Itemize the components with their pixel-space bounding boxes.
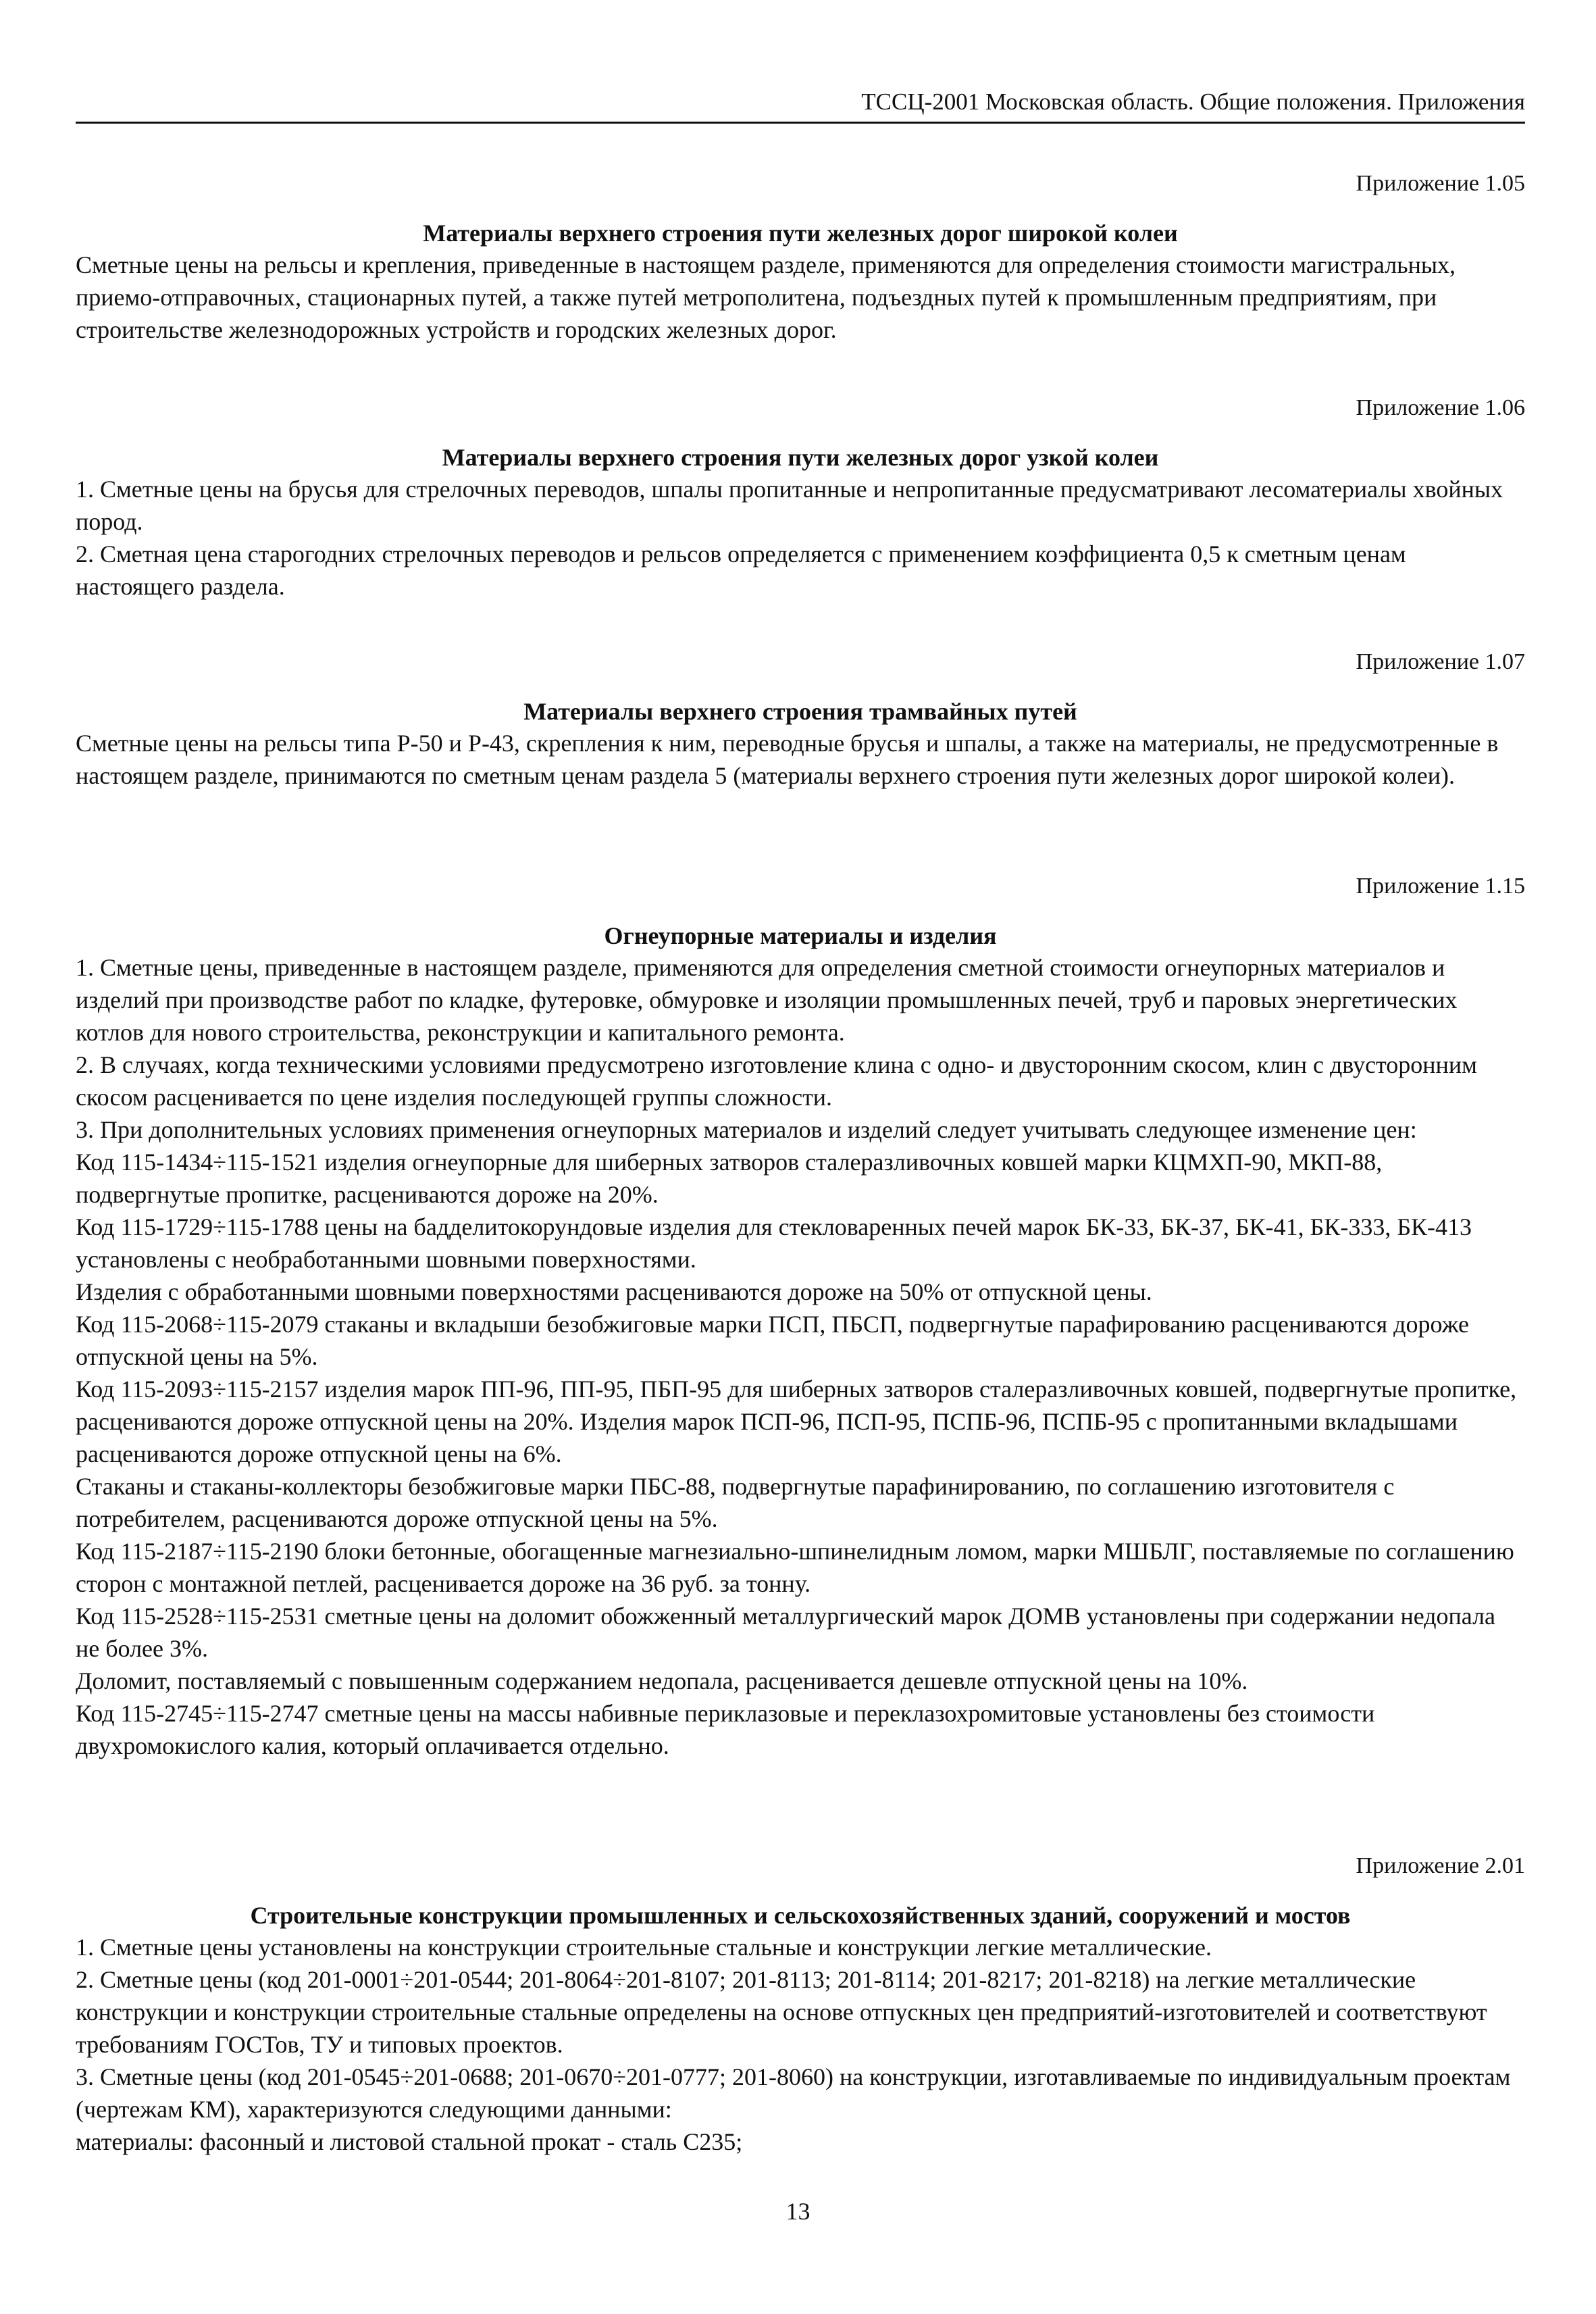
paragraph: Код 115-2187÷115-2190 блоки бетонные, обогащенные магнезиально-шпинелидным ломом, марки МШБЛГ, поставляемые по соглашению сторон с монтажной петлей, расценивается дороже на 36 руб. за тонну. xyxy=(76,1538,1514,1597)
section-appendix-2-01 xyxy=(76,1851,1525,2158)
paragraph: Сметные цены на рельсы типа Р-50 и Р-43, скрепления к ним, переводные брусья и шпалы, а также на материалы, не предусмотренные в настоящем разделе, принимаются по сметным ценам раздела 5 (материалы верхнего строения пути железных дорог широкой колеи). xyxy=(76,730,1499,789)
section-appendix-1-05 xyxy=(76,169,1525,346)
page-number: 13 xyxy=(786,2198,810,2225)
paragraph: Сметные цены на рельсы и крепления, приведенные в настоящем разделе, применяются для определения стоимости магистральных, приемо-отправочных, стационарных путей, а также путей метрополитена, подъездных путей к промышленным предприятиям, при строительстве железнодорожных устройств и городских железных дорог. xyxy=(76,251,1456,343)
paragraph: Код 115-2093÷115-2157 изделия марок ПП-96, ПП-95, ПБП-95 для шиберных затворов сталеразливочных ковшей, подвергнутые пропитке, расцениваются дороже отпускной цены на 20%. Изделия марок ПСП-96, ПСП-95, ПСПБ-96, ПСПБ-95 с пропитанными вкладышами расцениваются дороже отпускной цены на 6%. xyxy=(76,1376,1517,1467)
appendix-label: Приложение 1.07 xyxy=(1356,649,1525,674)
paragraph: 3. Сметные цены (код 201-0545÷201-0688; 201-0670÷201-0777; 201-8060) на конструкции, изготавливаемые по индивидуальным проектам (чертежам КМ), характеризуются следующими данными: xyxy=(76,2063,1511,2123)
section-appendix-1-07 xyxy=(76,647,1525,792)
section-title: Огнеупорные материалы и изделия xyxy=(604,922,997,949)
running-header: ТССЦ-2001 Московская область. Общие положения. Приложения xyxy=(76,86,1525,124)
paragraph: 2. В случаях, когда техническими условиями предусмотрено изготовление клина с одно- и двусторонним скосом, клин с двусторонним скосом расценивается по цене изделия последующей группы сложности. xyxy=(76,1051,1477,1111)
paragraph: Код 115-2068÷115-2079 стаканы и вкладыши безобжиговые марки ПСП, ПБСП, подвергнутые парафированию расцениваются дороже отпускной цены на 5%. xyxy=(76,1311,1469,1370)
appendix-label: Приложение 1.15 xyxy=(1356,874,1525,899)
paragraph: 1. Сметные цены установлены на конструкции строительные стальные и конструкции легкие металлические. xyxy=(76,1934,1212,1961)
section-appendix-1-15 xyxy=(76,872,1525,1762)
paragraph: Стаканы и стаканы-коллекторы безобжиговые марки ПБС-88, подвергнутые парафинированию, по соглашению изготовителя с потребителем, расцениваются дороже отпускной цены на 5%. xyxy=(76,1473,1395,1532)
section-title: Материалы верхнего строения пути железных дорог узкой колеи xyxy=(442,444,1159,471)
paragraph: Код 115-2745÷115-2747 сметные цены на массы набивные периклазовые и переклазохромитовые установлены без стоимости двухромокислого калия, который оплачивается отдельно. xyxy=(76,1700,1375,1759)
appendix-label: Приложение 2.01 xyxy=(1356,1853,1525,1878)
paragraph: Код 115-1729÷115-1788 цены на бадделитокорундовые изделия для стекловаренных печей марок БК-33, БК-37, БК-41, БК-333, БК-413 установлены с необработанными шовными поверхностями. xyxy=(76,1213,1472,1273)
section-title: Материалы верхнего строения трамвайных путей xyxy=(523,698,1077,725)
section-title: Материалы верхнего строения пути железных дорог широкой колеи xyxy=(423,220,1178,247)
paragraph: Код 115-2528÷115-2531 сметные цены на доломит обожженный металлургический марок ДОМВ установлены при содержании недопала не более 3%. xyxy=(76,1603,1496,1662)
appendix-label: Приложение 1.05 xyxy=(1356,171,1525,196)
paragraph: 2. Сметная цена старогодних стрелочных переводов и рельсов определяется с применением коэффициента 0,5 к сметным ценам настоящего раздела. xyxy=(76,540,1406,600)
paragraph: Изделия с обработанными шовными поверхностями расцениваются дороже на 50% от отпускной цены. xyxy=(76,1278,1152,1305)
section-title: Строительные конструкции промышленных и сельскохозяйственных зданий, сооружений и мостов xyxy=(250,1902,1351,1929)
paragraph: 3. При дополнительных условиях применения огнеупорных материалов и изделий следует учитывать следующее изменение цен: xyxy=(76,1116,1417,1143)
appendix-label: Приложение 1.06 xyxy=(1356,395,1525,420)
paragraph: Доломит, поставляемый с повышенным содержанием недопала, расценивается дешевле отпускной цены на 10%. xyxy=(76,1667,1248,1694)
paragraph: 1. Сметные цены на брусья для стрелочных переводов, шпалы пропитанные и непропитанные предусматривают лесоматериалы хвойных пород. xyxy=(76,476,1503,535)
section-appendix-1-06 xyxy=(76,393,1525,603)
paragraph: Код 115-1434÷115-1521 изделия огнеупорные для шиберных затворов сталеразливочных ковшей марки КЦМХП-90, МКП-88, подвергнутые пропитке, расцениваются дороже на 20%. xyxy=(76,1149,1383,1208)
paragraph: 1. Сметные цены, приведенные в настоящем разделе, применяются для определения сметной стоимости огнеупорных материалов и изделий при производстве работ по кладке, футеровке, обмуровке и изоляции промышленных печей, труб и паровых энергетических котлов для нового строительства, реконструкции и капитального ремонта. xyxy=(76,954,1458,1046)
paragraph: материалы: фасонный и листовой стальной прокат - сталь С235; xyxy=(76,2128,743,2155)
paragraph: 2. Сметные цены (код 201-0001÷201-0544; 201-8064÷201-8107; 201-8113; 201-8114; 201-8217; 201-8218) на легкие металлические конструкции и конструкции строительные стальные определены на основе отпускных цен предприятий-изготовителей и соответствуют требованиям ГОСТов, ТУ и типовых проектов. xyxy=(76,1966,1487,2058)
